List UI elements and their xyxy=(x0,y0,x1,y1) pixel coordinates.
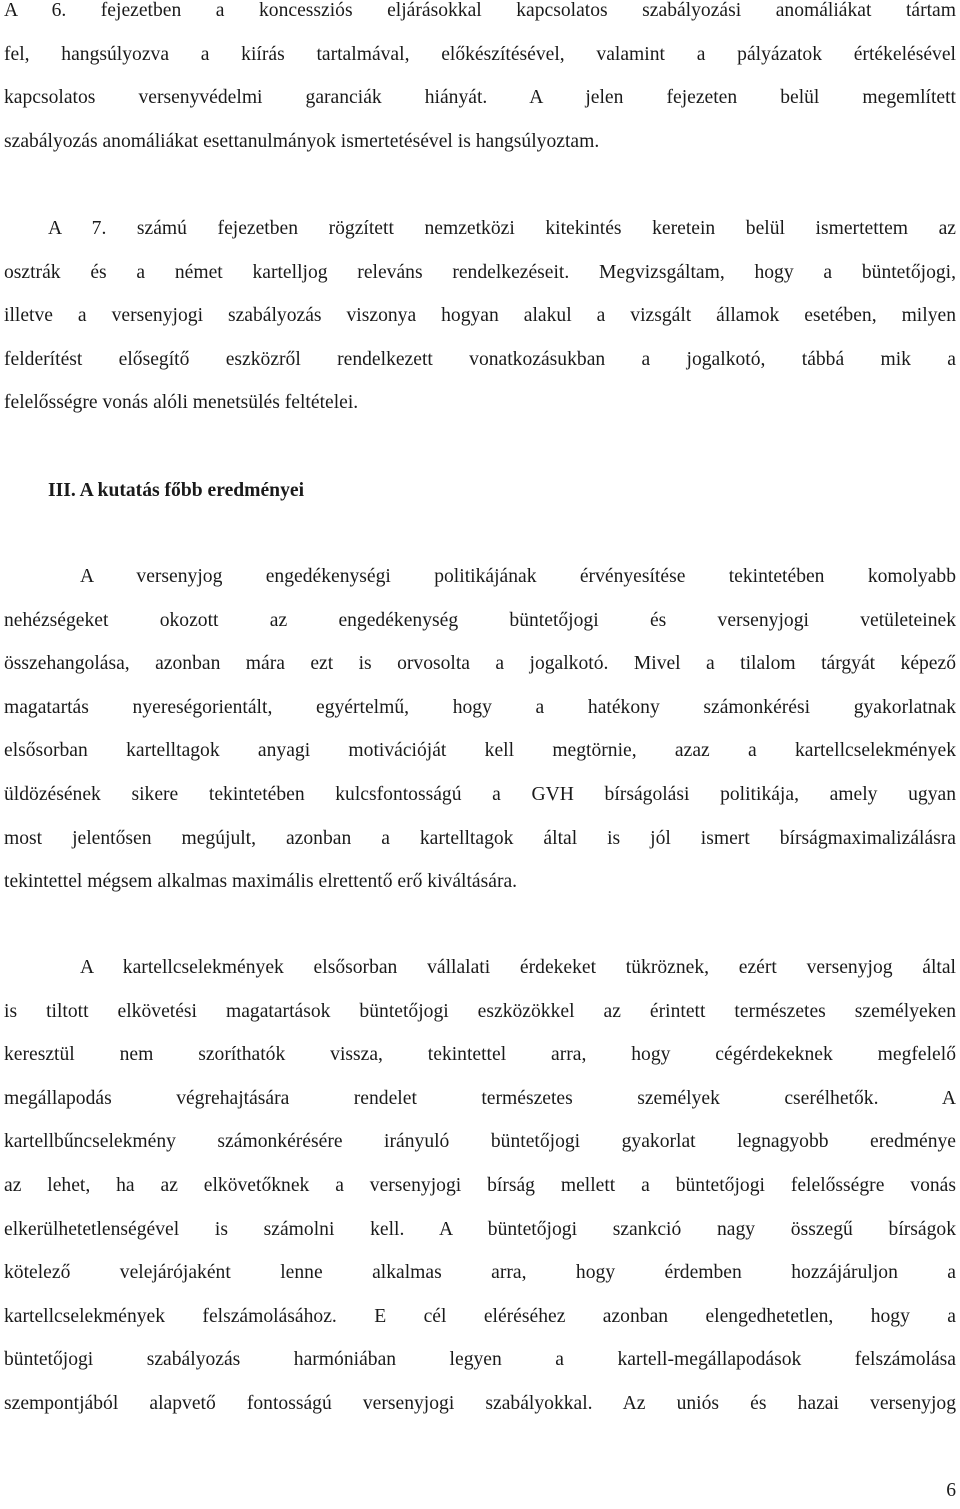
text-line: kötelező velejárójaként lenne alkalmas arra, hogy érdemben hozzájáruljon a xyxy=(4,1262,956,1284)
text-line: A 7. számú fejezetben rögzített nemzetközi kitekintés keretein belül ismertettem az xyxy=(48,218,956,239)
text-line: összehangolása, azonban mára ezt is orvosolta a jogalkotó. Mivel a tilalom tárgyát képező xyxy=(4,653,956,675)
paragraph-chapter-6 xyxy=(4,0,956,163)
text-line: most jelentősen megújult, azonban a kartelltagok által is jól ismert bírságmaximalizálásra xyxy=(4,827,956,849)
text-line: A versenyjog engedékenységi politikájának érvényesítése tekintetében komolyabb xyxy=(80,566,956,587)
text-line: kartellcselekmények felszámolásához. E cél eléréséhez azonban elengedhetetlen, hogy a xyxy=(4,1305,956,1327)
text-line: elkerülhetetlenségével is számolni kell. A büntetőjogi szankció nagy összegű bírságok xyxy=(4,1218,956,1240)
text-line: az lehet, ha az elkövetőknek a versenyjogi bírság mellett a büntetőjogi felelősségre vonás xyxy=(4,1174,956,1196)
text-line: szempontjából alapvető fontosságú versenyjogi szabályokkal. Az uniós és hazai versenyjog xyxy=(4,1392,956,1414)
text-line: A kartellcselekmények elsősorban vállalati érdekeket tükröznek, ezért versenyjog által xyxy=(80,957,956,978)
text-line: keresztül nem szoríthatók vissza, tekintettel arra, hogy cégérdekeknek megfelelő xyxy=(4,1044,956,1066)
text-line: A 6. fejezetben a koncessziós eljárásokkal kapcsolatos szabályozási anomáliákat tártam xyxy=(4,0,956,21)
text-line: kartellbűncselekmény számonkérésére irányuló büntetőjogi gyakorlat legnagyobb eredménye xyxy=(4,1131,956,1153)
text-line: felderítést elősegítő eszközről rendelkezett vonatkozásukban a jogalkotó, tábbá mik a xyxy=(4,348,956,370)
paragraph-results-2 xyxy=(4,946,956,1426)
text-line: illetve a versenyjogi szabályozás viszonya hogyan alakul a vizsgált államok esetében, milyen xyxy=(4,305,956,327)
text-line: fel, hangsúlyozva a kiírás tartalmával, előkészítésével, valamint a pályázatok értékelésével xyxy=(4,43,956,65)
paragraph-results-1 xyxy=(4,555,956,904)
text-line: is tiltott elkövetési magatartások büntetőjogi eszközökkel az érintett természetes személyeken xyxy=(4,1000,956,1022)
text-line: büntetőjogi szabályozás harmóniában legyen a kartell-megállapodások felszámolása xyxy=(4,1349,956,1371)
section-heading: III. A kutatás főbb eredményei xyxy=(48,480,305,501)
page-number: 6 xyxy=(946,1480,956,1501)
paragraph-chapter-7 xyxy=(4,207,956,425)
text-line: megállapodás végrehajtására rendelet természetes személyek cserélhetők. A xyxy=(4,1087,956,1109)
text-line: szabályozás anomáliákat esettanulmányok ismertetésével is hangsúlyoztam. xyxy=(4,130,600,152)
text-line: üldözésének sikere tekintetében kulcsfontosságú a GVH bírságolási politikája, amely ugyan xyxy=(4,783,956,805)
text-line: felelősségre vonás alóli menetsülés feltételei. xyxy=(4,392,359,414)
text-line: osztrák és a német kartelljog releváns rendelkezéseit. Megvizsgáltam, hogy a büntetőjogi, xyxy=(4,261,956,283)
text-line: tekintettel mégsem alkalmas maximális elrettentő erő kiváltására. xyxy=(4,871,518,893)
text-line: kapcsolatos versenyvédelmi garanciák hiányát. A jelen fejezeten belül megemlített xyxy=(4,87,956,109)
text-line: nehézségeket okozott az engedékenység büntetőjogi és versenyjogi vetületeinek xyxy=(4,609,956,631)
text-line: magatartás nyereségorientált, egyértelmű, hogy a hatékony számonkérési gyakorlatnak xyxy=(4,696,956,718)
text-line: elsősorban kartelltagok anyagi motivációját kell megtörnie, azaz a kartellcselekmények xyxy=(4,740,956,762)
